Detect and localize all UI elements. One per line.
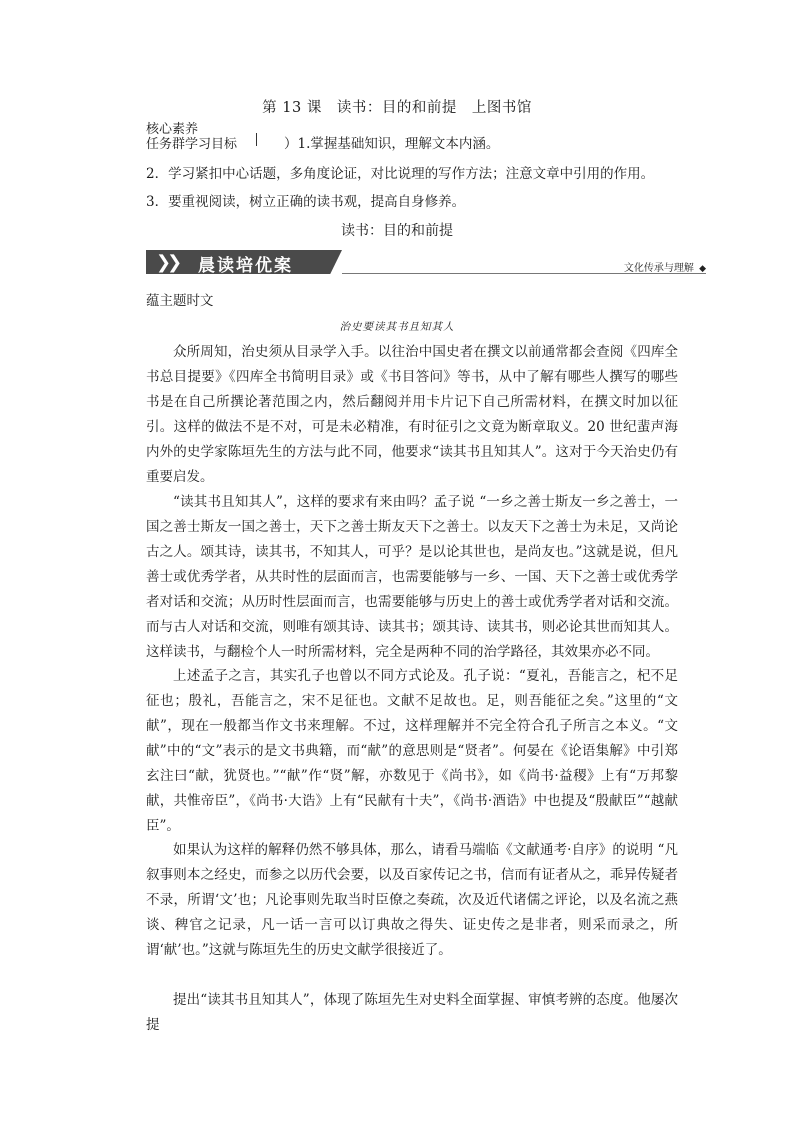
core-literacy-label: 核心素养 [146, 122, 199, 137]
double-chevron-icon: ❯❯ [156, 252, 179, 273]
paragraph-3: 上述孟子之言，其实孔子也曾以不同方式论及。孔子说：“夏礼，吾能言之，杞不足征也；殷礼，吾能言之，宋不足征也。文献不足故也。足，则吾能征之矣。”这里的“文献”，现在一般都当作文书来理解。不过，这样理解并不完全符合孔子所言之本义。“文献”中的“文”表示的是文书典籍，而“献”的意思则是“贤者”。何晏在《论语集解》中引郑玄注曰“献，犹贤也。”“献”作“贤”解，亦数见于《尚书》，如《尚书·益稷》上有“万邦黎献，共惟帝臣”，《尚书·大诰》上有“民献有十夫”，《尚书·酒诰》中也提及“殷献臣”“越献臣”。 [146, 668, 678, 834]
core-literacy-block [146, 122, 237, 152]
banner-right-label [624, 259, 706, 274]
paragraph-2: “读其书且知其人”，这样的要求有来由吗？孟子说 “一乡之善士斯友一乡之善士，一国之善士斯友一国之善士，天下之善士斯友天下之善士。以友天下之善士为未足，又尚论古之人。颂其诗，读其书，不知其人，可乎？是以论其世也，是尚友也。”这就是说，但凡善士或优秀学者，从共时性的层面而言，也需要能够与一乡、一国、天下之善士或优秀学者对话和交流；从历时性层面而言，也需要能够与历史上的善士或优秀学者对话和交流。而与古人对话和交流，则唯有颂其诗、读其书；颂其诗、读其书，则必论其世而知其人。这样读书，与翻检个人一时所需材料，完全是两种不同的治学路径，其效果亦必不同。 [146, 494, 678, 660]
lesson-title: 第 13 课 读书：目的和前提 上图书馆 [262, 100, 532, 116]
learning-goal-1: ）1.掌握基础知识，理解文本内涵。 [284, 136, 500, 152]
learning-goal-2: 2．学习紧扣中心话题，多角度论证，对比说理的写作方法；注意文章中引用的作用。 [146, 166, 655, 182]
culture-label: 文化传承与理解 [623, 263, 694, 274]
diamond-icon: ◆ [699, 264, 706, 274]
morning-reading-banner [146, 248, 706, 276]
theme-article-label: 蕴主题时文 [146, 293, 214, 309]
learning-goal-3: 3．要重视阅读，树立正确的读书观，提高自身修养。 [146, 194, 466, 210]
banner-label: 晨读培优案 [198, 256, 293, 276]
paragraph-4: 如果认为这样的解释仍然不够具体，那么，请看马端临《文献通考·自序》的说明 “凡叙事则本之经史，而参之以历代会要，以及百家传记之书，信而有证者从之，乖异传疑者不录，所谓‘文’也；凡论事则先取当时臣僚之奏疏，次及近代诸儒之评论，以及名流之燕谈、稗官之记录，凡一话一言可以订典故之得失、证史传之是非者，则采而录之，所谓‘献’也。”这就与陈垣先生的历史文献学很接近了。 [146, 842, 678, 958]
paragraph-1: 众所周知，治史须从目录学入手。以往治中国史者在撰文以前通常都会查阅《四库全书总目提要》《四库全书简明目录》或《书目答问》等书，从中了解有哪些人撰写的哪些书是在自己所撰论著范围之内，然后翻阅并用卡片记下自己所需材料，在撰文时加以征引。这样的做法不是不对，可是未必精准，有时征引之文竟为断章取义。20 世纪蜚声海内外的史学家陈垣先生的方法与此不同，他要求“读其书且知其人”。这对于今天治史仍有重要启发。 [146, 344, 678, 485]
paragraph-5: 提出“读其书且知其人”，体现了陈垣先生对史料全面掌握、审慎考辨的态度。他屡次提 [146, 992, 678, 1033]
task-group-label: 任务群学习目标 [146, 137, 238, 152]
bracket-divider [256, 133, 257, 146]
section-subtitle: 读书：目的和前提 [341, 223, 453, 239]
article-title: 治史要读其书且知其人 [339, 321, 455, 333]
